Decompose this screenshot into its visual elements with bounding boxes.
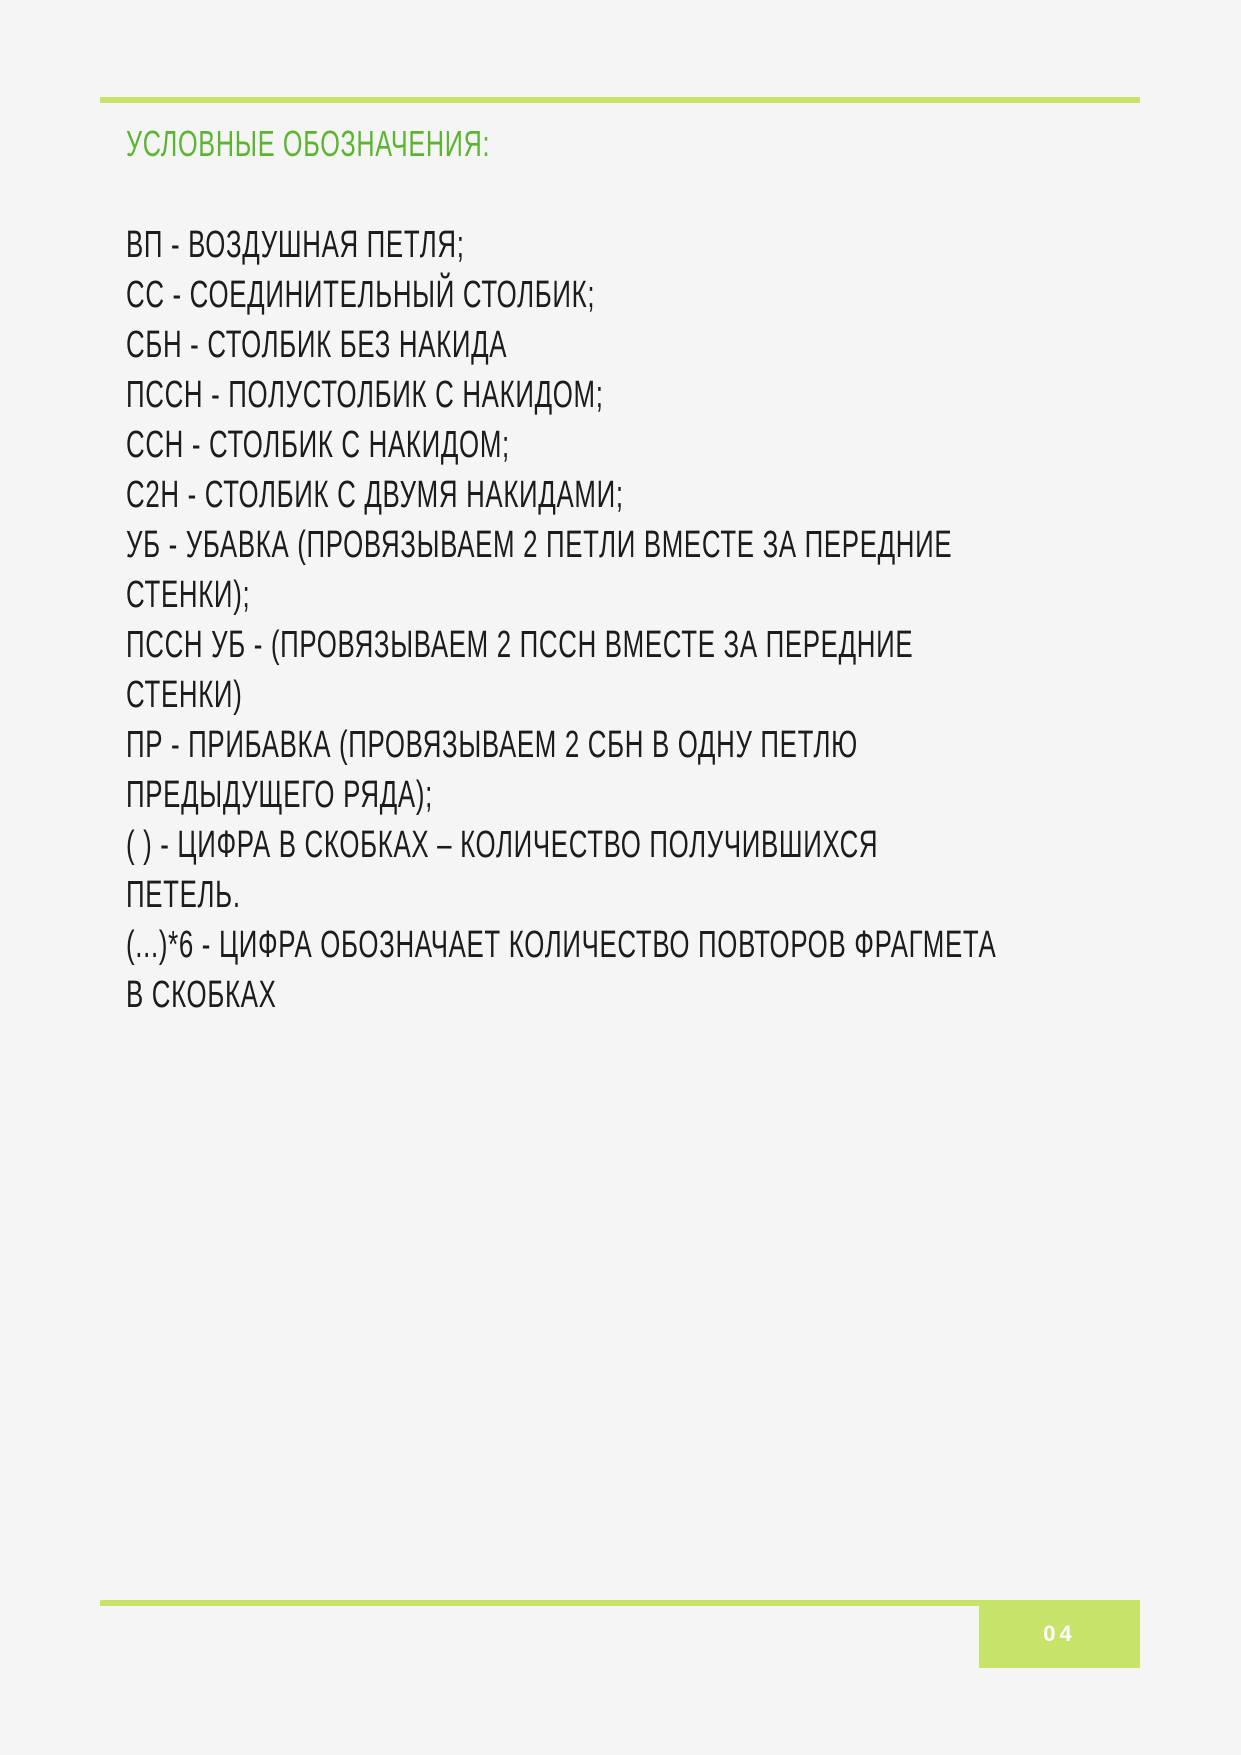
legend-line: ПР - ПРИБАВКА (ПРОВЯЗЫВАЕМ 2 СБН В ОДНУ ПЕТЛЮ <box>126 724 858 766</box>
page-number: 04 <box>1043 1621 1076 1646</box>
legend-line: С2Н - СТОЛБИК С ДВУМЯ НАКИДАМИ; <box>126 474 624 516</box>
legend-line: ПССН УБ - (ПРОВЯЗЫВАЕМ 2 ПССН ВМЕСТЕ ЗА ПЕРЕДНИЕ <box>126 624 914 666</box>
legend-line: СТЕНКИ) <box>126 674 243 716</box>
legend-line: В СКОБКАХ <box>126 974 277 1016</box>
legend-list <box>126 220 1241 1020</box>
top-divider <box>100 97 1140 103</box>
legend-line: СБН - СТОЛБИК БЕЗ НАКИДА <box>126 324 508 366</box>
legend-line: ПРЕДЫДУЩЕГО РЯДА); <box>126 774 433 816</box>
page-number-box <box>979 1600 1140 1668</box>
legend-line: ( ) - ЦИФРА В СКОБКАХ – КОЛИЧЕСТВО ПОЛУЧИВШИХСЯ <box>126 824 879 866</box>
legend-line: УБ - УБАВКА (ПРОВЯЗЫВАЕМ 2 ПЕТЛИ ВМЕСТЕ ЗА ПЕРЕДНИЕ <box>126 524 953 566</box>
legend-line: ВП - ВОЗДУШНАЯ ПЕТЛЯ; <box>126 224 465 266</box>
legend-line: ССН - СТОЛБИК С НАКИДОМ; <box>126 424 510 466</box>
legend-line: ПССН - ПОЛУСТОЛБИК С НАКИДОМ; <box>126 374 604 416</box>
legend-line: СС - СОЕДИНИТЕЛЬНЫЙ СТОЛБИК; <box>126 274 596 316</box>
page-heading: УСЛОВНЫЕ ОБОЗНАЧЕНИЯ: <box>126 123 491 164</box>
legend-line: СТЕНКИ); <box>126 574 251 616</box>
legend-line: (...)*6 - ЦИФРА ОБОЗНАЧАЕТ КОЛИЧЕСТВО ПОВТОРОВ ФРАГМЕТА <box>126 924 997 966</box>
legend-line: ПЕТЕЛЬ. <box>126 874 241 916</box>
bottom-divider <box>100 1600 980 1606</box>
